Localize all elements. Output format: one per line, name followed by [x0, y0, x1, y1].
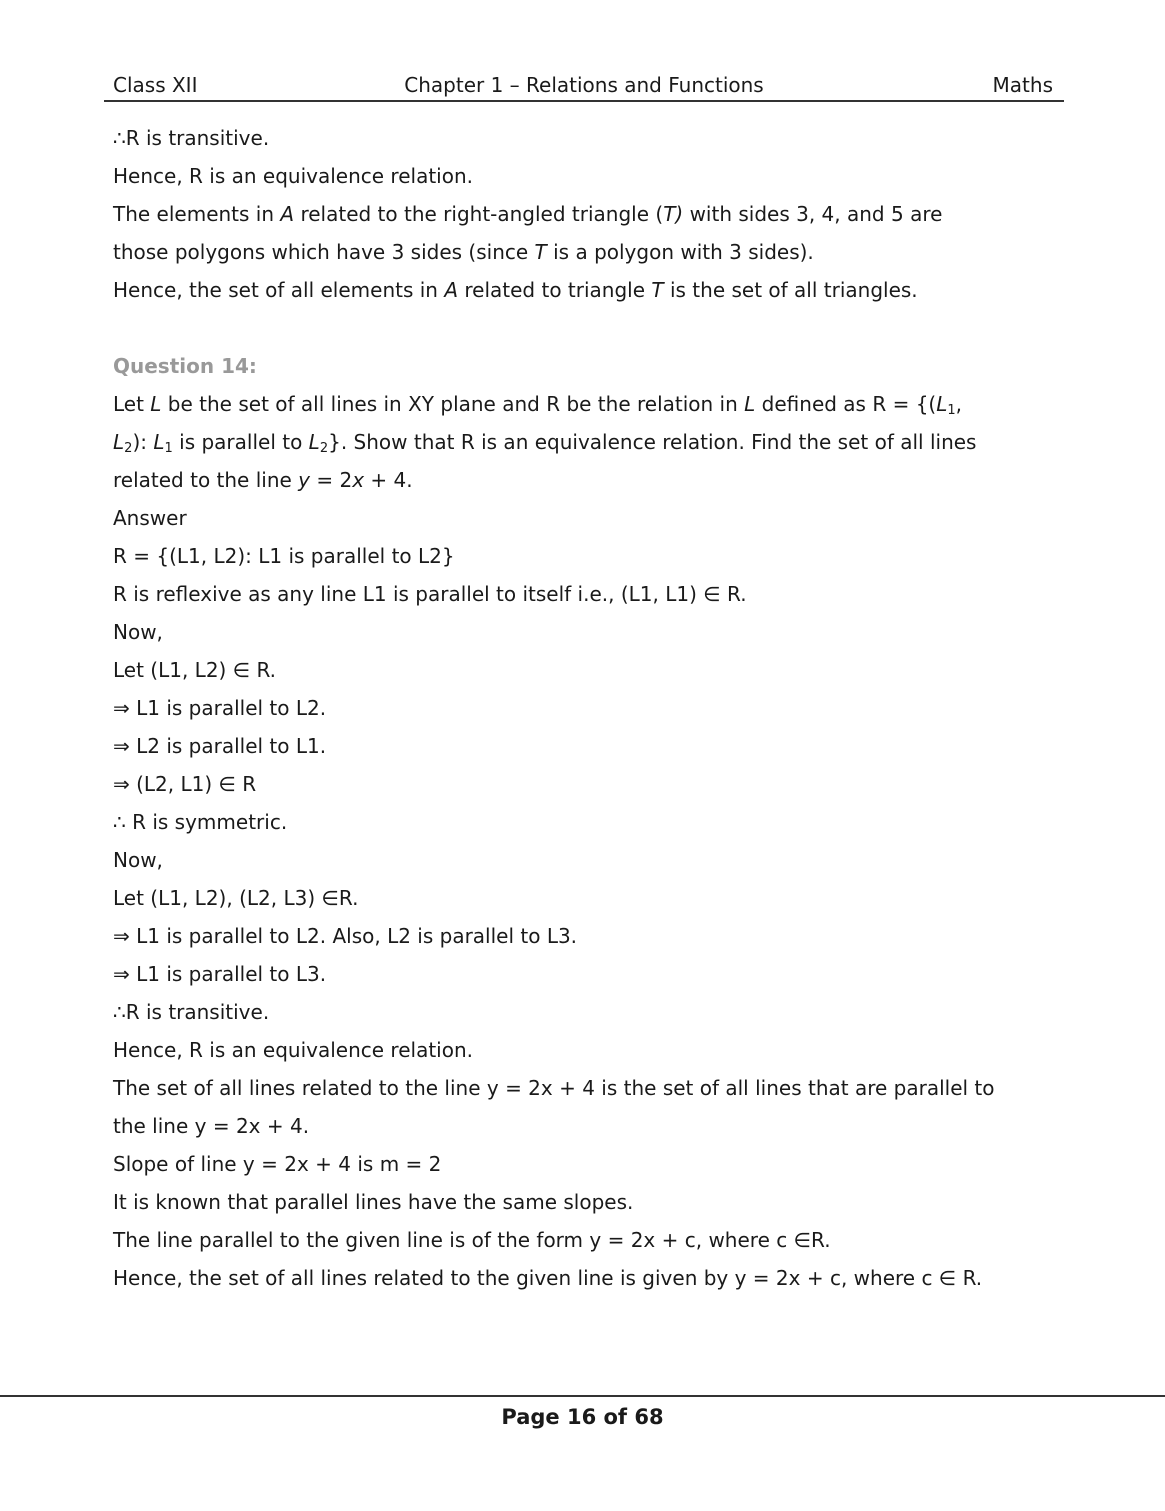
text-line: Hence, the set of all elements in A related to triangle T is the set of all triangles. [113, 278, 918, 302]
answer-line: R = {(L1, L2): L1 is parallel to L2} [113, 544, 455, 568]
question-text: $L_2$): $L_1$ is parallel to $L_2$}. Show that R is an equivalence relation. Find the set of all lines [113, 430, 977, 456]
header-chapter: Chapter 1 – Relations and Functions [404, 73, 764, 97]
answer-line: The set of all lines related to the line y = 2x + 4 is the set of all lines that are parallel to [113, 1076, 995, 1100]
answer-label: Answer [113, 506, 187, 530]
text-line: The elements in A related to the right-angled triangle (T) with sides 3, 4, and 5 are [113, 202, 943, 226]
text-line: those polygons which have 3 sides (since T is a polygon with 3 sides). [113, 240, 814, 264]
question-heading: Question 14: [113, 354, 257, 378]
answer-line: ⇒ L1 is parallel to L3. [113, 962, 327, 986]
text-line: Hence, R is an equivalence relation. [113, 164, 473, 188]
answer-line: Hence, the set of all lines related to the given line is given by y = 2x + c, where c ∈ R. [113, 1266, 983, 1290]
answer-line: ⇒ L2 is parallel to L1. [113, 734, 327, 758]
answer-line: Slope of line y = 2x + 4 is m = 2 [113, 1152, 442, 1176]
answer-line: the line y = 2x + 4. [113, 1114, 310, 1138]
answer-line: ∴ R is symmetric. [113, 810, 288, 834]
answer-line: Hence, R is an equivalence relation. [113, 1038, 473, 1062]
answer-line: ⇒ (L2, L1) ∈ R [113, 772, 257, 796]
answer-line: Now, [113, 620, 163, 644]
answer-line: Let (L1, L2) ∈ R. [113, 658, 277, 682]
header-subject: Maths [992, 73, 1053, 97]
answer-line: The line parallel to the given line is of the form y = 2x + c, where c ∈R. [113, 1228, 831, 1252]
question-text: related to the line y = 2x + 4. [113, 468, 413, 492]
page-header [104, 70, 1064, 102]
question-text: Let L be the set of all lines in XY plane and R be the relation in L defined as $R = \{(L_1$, [113, 392, 963, 418]
text-line: ∴R is transitive. [113, 126, 270, 150]
page-content [113, 119, 1073, 1297]
answer-line: ⇒ L1 is parallel to L2. [113, 696, 327, 720]
answer-line: It is known that parallel lines have the same slopes. [113, 1190, 634, 1214]
answer-line: Now, [113, 848, 163, 872]
answer-line: R is reflexive as any line L1 is parallel to itself i.e., (L1, L1) ∈ R. [113, 582, 747, 606]
footer-divider [0, 1395, 1165, 1397]
answer-line: ⇒ L1 is parallel to L2. Also, L2 is parallel to L3. [113, 924, 578, 948]
answer-line: ∴R is transitive. [113, 1000, 270, 1024]
header-class: Class XII [113, 73, 198, 97]
page-number: Page 16 of 68 [501, 1405, 664, 1429]
answer-line: Let (L1, L2), (L2, L3) ∈R. [113, 886, 359, 910]
